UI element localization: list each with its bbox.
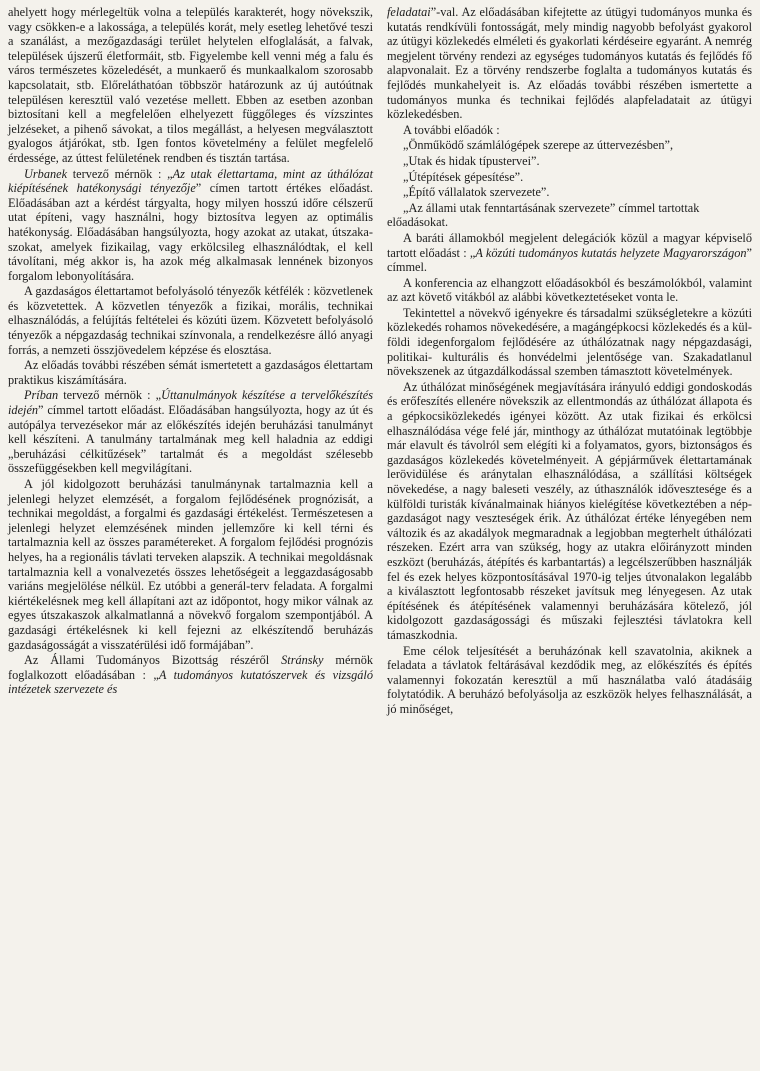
paragraph	[387, 644, 752, 717]
text-run: Az Állami Tudományos Bizottság részéről	[24, 653, 282, 668]
italic-text: A tudományos kutatószervek és vizsgáló intézetek szervezete és	[8, 667, 373, 697]
text-run: tervező mérnök : „	[67, 166, 173, 181]
text-run: mérnök foglalkozott előadásában : „	[8, 653, 373, 682]
text-run: Eme célok teljesítését a beruházónak kell szavatolnia, akiknek a feladata a távlatok feltárásával kezdődik meg, az előkészítés és építés valamennyi fokozatán keresztül a mű használatba való átadásáig folytatódik. A beruházó befolyásolja az eszközök helyes felhasználását, a jó minőséget,	[387, 643, 752, 716]
italic-text: Urbanek	[24, 166, 68, 181]
list-item: „Utak és hidak típustervei”.	[403, 153, 540, 168]
paragraph	[387, 5, 752, 122]
paragraph	[8, 358, 373, 387]
left-column	[8, 5, 373, 1071]
list-item: „Az állami utak fenntartásának szervezete” címmel tartottak előadásokat.	[387, 200, 700, 230]
italic-text: Príban	[24, 388, 59, 403]
italic-text: Úttanulmányok készítése a tervelőkészítés idején	[8, 388, 373, 418]
right-column	[387, 5, 752, 1071]
text-run: Tekintettel a növekvő igényekre és társadalmi szükségletekre a közúti közlekedés rohamos növekedésére, a magángépkocsi közlekedés és a külföldi idegenforgalom fejlődésére az úthálózatnak nagy népgazdasági, politikai- kulturális és honvédelmi jelentősége van. Szakadatlanul növekszenek az útgazdálkodással szemben támasztott követelmények.	[387, 305, 752, 379]
text-run: ” címen tartott értékes előadást. Előadásában azt a kérdést tárgyalta, hogy milyen hosszú időre célszerű utat építeni, vagy használni, hogy biztosítva legyen az optimális hatékonyság. Előadásában hangsúlyozta, hogy azokat az utakat, útszakaszokat, amelyek fizikailag, vagy erkölcsileg elhasználódtak, el kell távolítani, még akkor is, ha azok még alkalmasak lennének bizonyos forgalom lebonyolítására.	[8, 181, 374, 283]
text-run: Az úthálózat minőségének megjavítására irányuló eddigi gondoskodás és erőfeszítés ellenére növekszik az ellentmondás az úthálózat állapota és a gépkocsiközlekedés igényei között. Az utak fizikai és erkölcsi elhasználódása vége felé jár, minthogy az úthálózat mutatóinak legtöbbje már elavult és távolról sem elégíti ki a folyamatos, gyors, biztonságos és gazdaságos közlekedés követelményeit. A gépjárművek élettartamának lerövidülése és aránytalan elhasználódása, a szállítási költségek növekedése, a nagy baleseti veszély, az úthasználók időveszteségе és a külföldi turisták kívánalmainak hiányos kielégítése következtében a népgazdaságot nagy veszteségek érik. Az úthálózat értéke lényegében nem változik és az akadályok megmaradnak a legjobban megterhelt úthálózati részeken. Ezért arra van szükség, hogy az utakra előirányzott minden eszközt (beruházás, átépítés és karbantartás) a legcélszerűbben használják fel és ezek helyes központosításával 1970-ig teljes útvonalakon legalább a kiválasztott legfontosabb részeket javítsuk meg lényegesen. Az utak építésének és átépítésének valamennyi beruházására kötelező, jól kidolgozott gazdaságossági és műszaki fejlesztési távlatokra kell támaszkodnia.	[387, 379, 752, 642]
paragraph	[387, 276, 752, 305]
text-run: ”-val. Az előadásában kifejtette az útügyi tudományos munka és kutatás rendkívüli fontosságát, mely mindig nagyobb befolyást gyakorol az útügyi közlekedés elméleti és gyakorlati kérdéseire egyaránt. A nemrég megjelent törvény rendezi az egységes tudományos kutatás és fejlődés fő alapvonalait. Ez a törvény rendszerbe foglalta a tudományos kutatás és fejlődés munkahelyeit is. Az előadás további részében ismertette a tudományos munka és technikai fejlődés alapfeladatait az útügyi közlekedésben.	[387, 5, 752, 122]
text-run: A gazdaságos élettartamot befolyásoló tényezők kétfélék : közvetlenek és közvetettek. A közvetlen tényezők a fizikai, morális, technikai elhasználódás, a felújítás feltételei és közúti üzem. Közvetett befolyásoló tényezők a népgazdaság technikai színvonala, a rendelkezésre álló anyagi forrás, a nemzeti összjövedelem képzése és elosztása.	[8, 284, 373, 357]
text-run: A további előadók :	[403, 122, 500, 137]
text-run: ” címmel tartott előadást. Előadásában hangsúlyozta, hogy az út és autópálya tervezésekor már az előkészítés idején beruházási tanulmányt kell készíteni. A tanulmány tartalmának meg kell haladnia az eddigi „beruházási célkitűzések” tartalmát és a megoldást szélesebb összefüggésekben kell megvilágítani.	[8, 403, 373, 476]
list-item: „Építő vállalatok szervezete”.	[403, 185, 550, 200]
list-item: „Útépítések gépesítése”.	[403, 169, 524, 184]
paragraph	[8, 167, 373, 284]
italic-text: feladatai	[387, 5, 431, 19]
italic-text: Stránsky	[281, 653, 324, 668]
text-run: A konferencia az elhangzott előadásokból és beszámolókból, valamint az azt követő vitákból az alábbi következtetéseket vonta le.	[387, 275, 752, 305]
paragraph	[8, 284, 373, 357]
text-run: ” címmel.	[387, 245, 752, 275]
text-run: tervező mérnök : „	[58, 388, 162, 403]
paragraph	[8, 653, 373, 697]
paragraph	[387, 306, 752, 379]
text-run: A jól kidolgozott beruházási tanulmánynak tartalmaznia kell a jelenlegi helyzet elemzését, a forgalom fejlődésének prognózisát, a technikai megoldást, a forgalmi és gazdasági értékelést. Természetesen a jelenlegi helyzet elemzésének minden jellemzőre ki kell térni és tartalmaznia kell az összes paramétereket. A forgalom fejlődési prognózis helyes, ha a regionális távlati terveken alapszik. A technikai megoldásnak tartalmaznia kell a vonalvezetés összes lehetőségeit a leggazdaságosabb variáns megjelölése nélkül. Ez utóbbi a generál-terv feladata. A forgalmi kiértékelésnek meg kell állapítani azt az időpontot, hogy mikor válnak az egyes útszakaszok alkalmatlanná a növekvő forgalom szempontjából. A gazdasági értékelésnek ki kell fejezni az elkészítendő beruházás gazdaságosságát a visszatérülési idő formájában”.	[8, 477, 373, 652]
text-run: Az előadás további részében sémát ismertetett a gazdaságos élettartam praktikus kiszámítására.	[8, 358, 373, 387]
paragraph	[8, 388, 373, 476]
italic-text: A közúti tudományos kutatás helyzete Magyarországon	[475, 245, 747, 260]
list-item: „Önműködő számlálógépek szerepe az úttervezésben”,	[403, 138, 674, 153]
paragraph: ahelyett hogy mérlegeltük volna a település karakterét, hogy növekszik, vagy csökken-e a lakossága, a település korát, mely esetleg lehetővé teszi a szanálást, a mezőgazdasági terület helytelen elfoglalását, a falvak, települések újszerű életformáit, stb. Figyelembe kell venni még a falu és város természetes közeledését, a munkaerő és munkaalkalom szorosabb kapcsolatait, stb. Előreláthatóan többször határozunk az új autóútnak településen keresztül való vezetése mellett. Ebben az esetben azonban biztosítani kell a megfelelően elhelyezett függőleges és vízszintes jelzéseket, a pihenő sávokat, a tilos megállást, a helyesen megválasztott gyalogos átjárókat, stb. Igen fontos követelmény a felület megfelelő érdessége, az úttest felületének rendben és tisztán tartása.	[8, 5, 373, 165]
paragraph	[387, 231, 752, 275]
text-run: A baráti államokból megjelent delegációk közül a magyar képviselő tartott előadást : „	[387, 230, 752, 260]
italic-text: Az utak élettartama, mint az úthálózat kiépítésének hatékonysági tényezője	[8, 166, 373, 196]
paragraph	[387, 380, 752, 643]
paragraph	[8, 477, 373, 652]
paragraph	[387, 123, 752, 138]
